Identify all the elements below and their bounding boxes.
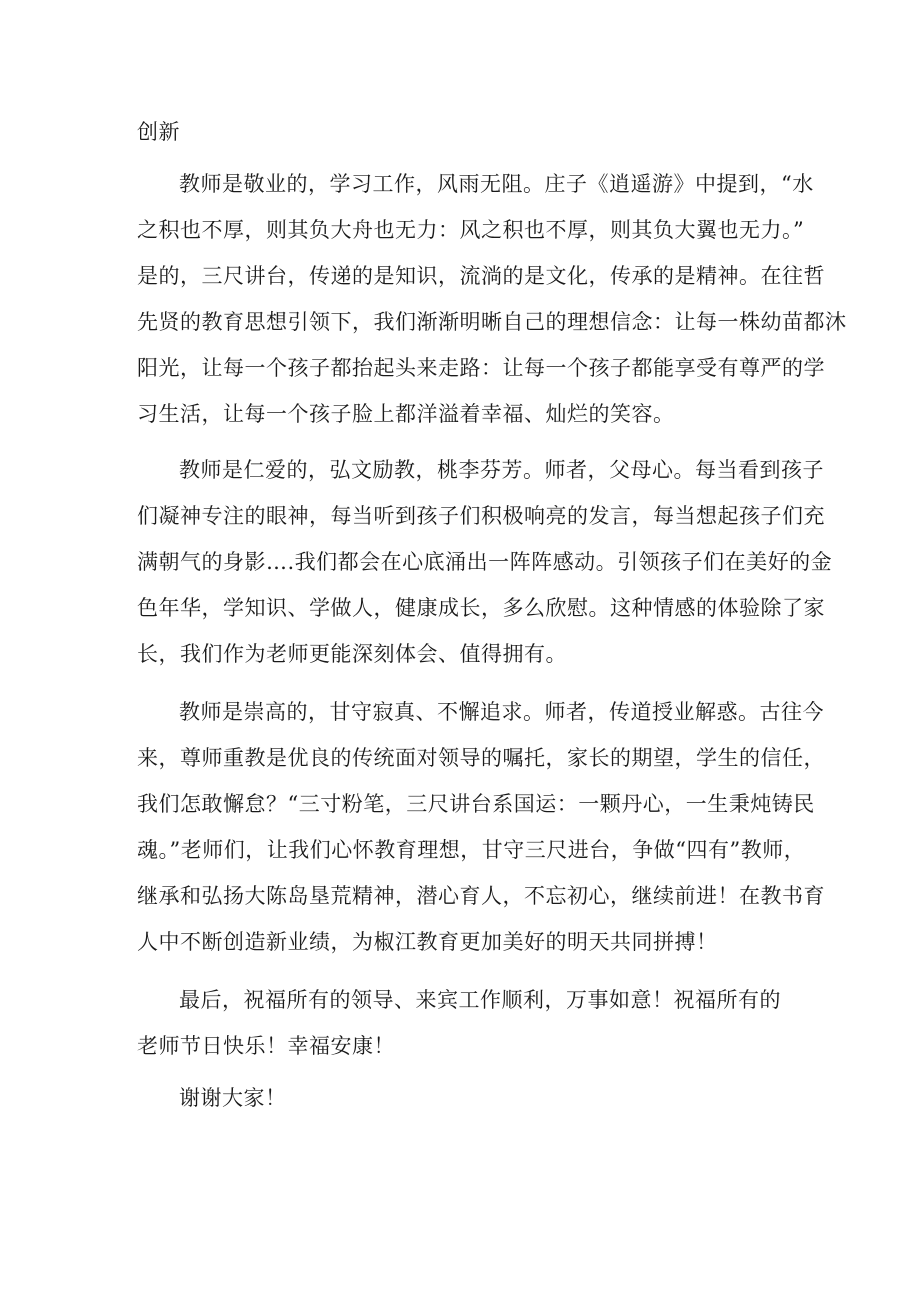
text-line: 是的，三尺讲台，传递的是知识，流淌的是文化，传承的是精神。在往哲 xyxy=(137,264,825,288)
text-line: 阳光，让每一个孩子都抬起头来走路：让每一个孩子都能享受有尊严的学 xyxy=(137,356,825,380)
text-line: 习生活，让每一个孩子脸上都洋溢着幸福、灿烂的笑容。 xyxy=(137,402,675,426)
text-line: 我们怎敢懈怠？“三寸粉笔，三尺讲台系国运：一颗丹心，一生秉炖铸民 xyxy=(137,792,815,816)
text-line: 教师是仁爱的，弘文励教，桃李芬芳。师者，父母心。每当看到孩子 xyxy=(179,458,824,482)
text-line: 来，尊师重教是优良的传统面对领导的嘱托，家长的期望，学生的信任， xyxy=(137,746,825,770)
text-line: 魂。”老师们，让我们心怀教育理想，甘守三尺进台，争做“四有”教师， xyxy=(137,838,806,862)
text-line-closing: 谢谢大家！ xyxy=(179,1086,287,1110)
text-line: 老师节日快乐！幸福安康！ xyxy=(137,1034,395,1058)
text-line: 教师是崇高的，甘守寂真、不懈追求。师者，传道授业解惑。古往今 xyxy=(179,700,824,724)
text-line: 之积也不厚，则其负大舟也无力：风之积也不厚，则其负大翼也无力。” xyxy=(137,218,805,242)
text-line: 色年华，学知识、学做人，健康成长，多么欣慰。这种情感的体验除了家 xyxy=(137,596,825,620)
text-line: 继承和弘扬大陈岛垦荒精神，潜心育人，不忘初心，继续前进！在教书育 xyxy=(137,884,825,908)
text-line: 满朝气的身影….我们都会在心底涌出一阵阵感动。引领孩子们在美好的金 xyxy=(137,550,833,574)
text-line: 教师是敬业的，学习工作，风雨无阻。庄子《逍遥游》中提到，“水 xyxy=(179,172,814,196)
text-line-heading: 创新 xyxy=(137,120,180,144)
text-line: 人中不断创造新业绩，为椒江教育更加美好的明天共同拼搏！ xyxy=(137,930,718,954)
text-line: 先贤的教育思想引领下，我们渐渐明晰自己的理想信念：让每一株幼苗都沐 xyxy=(137,310,847,334)
text-line: 们凝神专注的眼神，每当听到孩子们积极响亮的发言，每当想起孩子们充 xyxy=(137,504,825,528)
text-line: 长，我们作为老师更能深刻体会、值得拥有。 xyxy=(137,642,567,666)
text-line: 最后，祝福所有的领导、来宾工作顺利，万事如意！祝福所有的 xyxy=(179,988,781,1012)
